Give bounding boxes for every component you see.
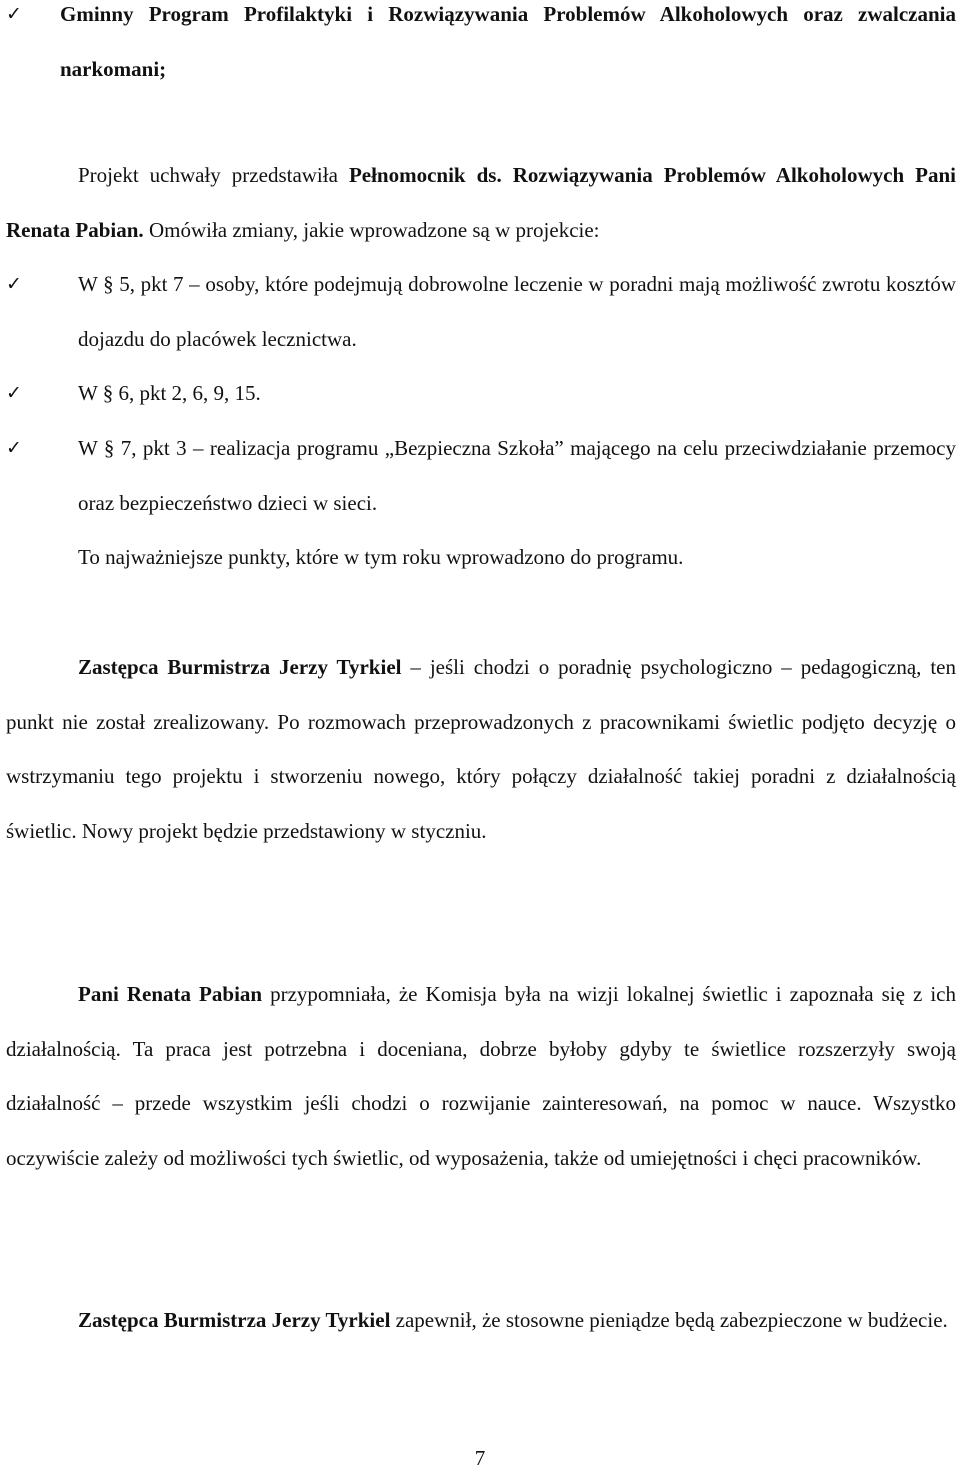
speaker-name: Pełnomocnik ds. Rozwiązywania Problemów Alkoholowych Pani Renata Pabian.: [6, 163, 957, 242]
checklist-item-text: W § 6, pkt 2, 6, 9, 15.: [78, 381, 261, 405]
page-number: 7: [474, 1446, 486, 1470]
paragraph-text: Omówiła zmiany, jakie wprowadzone są w projekcie:: [143, 217, 600, 242]
paragraph-tyrkiel-budzet: [6, 1293, 956, 1348]
checklist-item-text: Gminny Program Profilaktyki i Rozwiązywania Problemów Alkoholowych oraz zwalczania narkomani;: [60, 2, 956, 81]
speaker-name: Zastępca Burmistrza Jerzy Tyrkiel: [78, 655, 402, 679]
speaker-name: Zastępca Burmistrza Jerzy Tyrkiel: [78, 1308, 391, 1332]
checklist-item-pkt3: [6, 421, 956, 530]
summary-line: To najważniejsze punkty, które w tym roku wprowadzono do programu.: [78, 545, 684, 569]
checklist-item-program: [6, 0, 956, 96]
paragraph-pabian: [6, 967, 956, 1185]
checklist-item-pkt7: [6, 257, 956, 366]
checklist-item-text: W § 7, pkt 3 – realizacja programu „Bezpieczna Szkoła” mającego na celu przeciwdziałanie przemocy oraz bezpieczeństwo dzieci w sieci.: [78, 436, 956, 515]
checklist-item-text: W § 5, pkt 7 – osoby, które podejmują dobrowolne leczenie w poradni mają możliwość zwrotu kosztów dojazdu do placówek lecznictwa.: [78, 272, 956, 351]
paragraph-lead: Projekt uchwały przedstawiła: [78, 163, 349, 187]
paragraph-text: zapewnił, że stosowne pieniądze będą zabezpieczone w budżecie.: [390, 1308, 948, 1332]
checkmark-icon: ✓: [6, 273, 22, 295]
checkmark-icon: ✓: [6, 382, 22, 404]
paragraph-text: przypomniała, że Komisja była na wizji lokalnej świetlic i zapoznała się z ich działalnością. Ta praca jest potrzebna i doceniana, dobrze byłoby gdyby te świetlice rozszerzyły swoją działalność – przede wszystkim jeśli chodzi o rozwijanie zainteresowań, na pomoc w nauce. Wszystko oczywiście zależy od możliwości tych świetlic, od wyposażenia, także od umiejętności i chęci pracowników.: [6, 982, 956, 1170]
checkmark-icon: ✓: [6, 3, 22, 25]
paragraph-tyrkiel-poradnia: [6, 640, 956, 858]
speaker-name: Pani Renata Pabian: [78, 982, 263, 1006]
checklist-item-pkt6: [6, 366, 956, 421]
checkmark-icon: ✓: [6, 437, 22, 459]
paragraph-text: – jeśli chodzi o poradnię psychologiczno – pedagogiczną, ten punkt nie został zrealizowany. Po rozmowach przeprowadzonych z pracownikami świetlic podjęto decyzję o wstrzymaniu tego projektu i stworzeniu nowego, który połączy działalność takiej poradni z działalnością świetlic. Nowy projekt będzie przedstawiony w styczniu.: [6, 655, 956, 843]
paragraph-projekt: [6, 148, 956, 257]
